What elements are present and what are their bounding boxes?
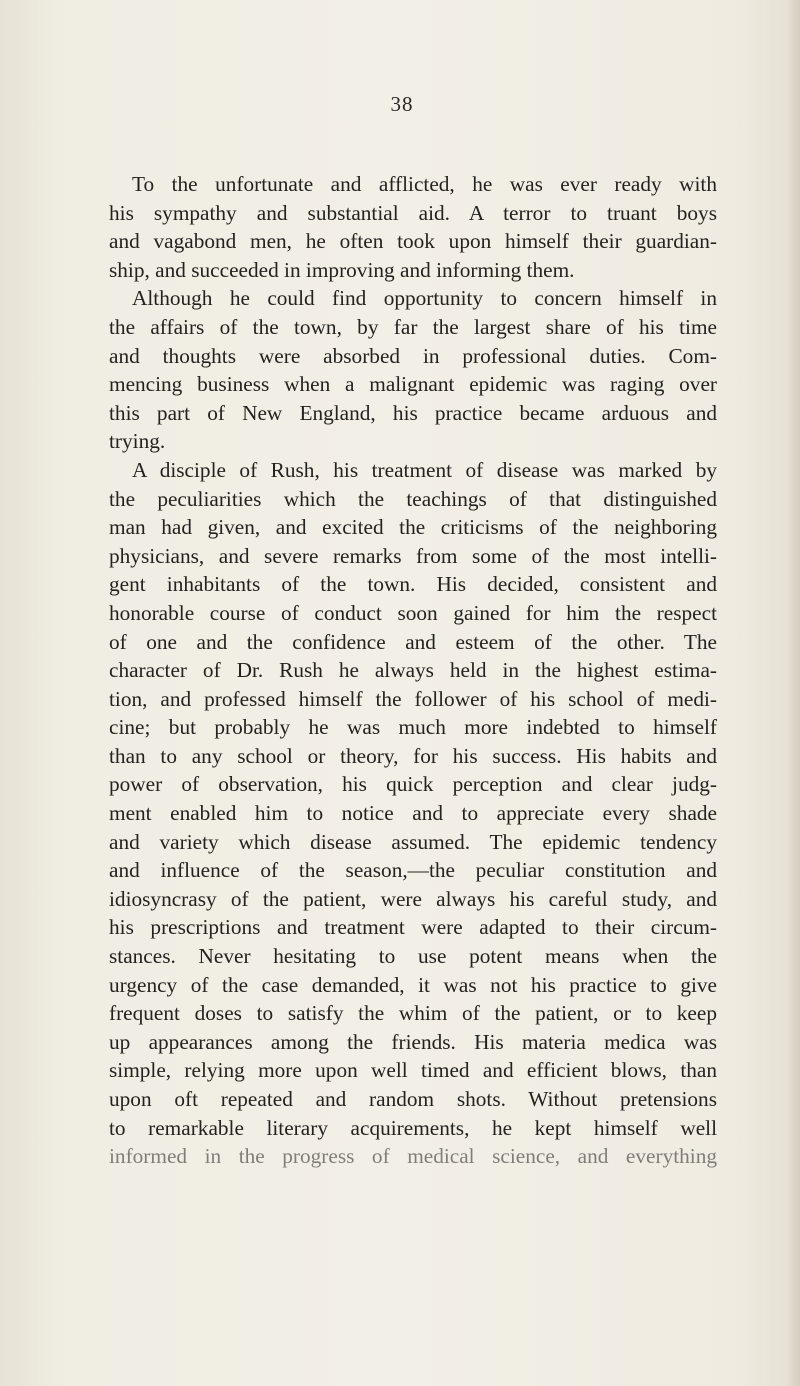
text-line: man had given, and excited the criticisms of the neighboring [109, 515, 717, 540]
page-number: 38 [390, 92, 414, 116]
text-line: simple, relying more upon well timed and efficient blows, than [109, 1058, 717, 1083]
text-line: physicians, and severe remarks from some of the most intelli- [109, 543, 717, 568]
text-line: up appearances among the friends. His materia medica was [109, 1029, 717, 1054]
text-line: upon oft repeated and random shots. Without pretensions [109, 1087, 717, 1111]
text-line: To the unfortunate and afflicted, he was ever ready with [132, 172, 717, 196]
text-line: and influence of the season,—the peculiar constitution and [109, 858, 717, 883]
text-line: Although he could find opportunity to concern himself in [132, 286, 717, 311]
text-line: and thoughts were absorbed in professional duties. Com- [109, 343, 717, 368]
text-line: A disciple of Rush, his treatment of disease was marked by [132, 457, 717, 482]
text-line: of one and the confidence and esteem of the other. The [109, 629, 717, 654]
text-line: the affairs of the town, by far the largest share of his time [109, 314, 717, 339]
text-line: power of observation, his quick perception and clear judg- [109, 772, 717, 797]
text-line: than to any school or theory, for his success. His habits and [109, 743, 717, 768]
body-text [109, 170, 717, 1171]
text-line: informed in the progress of medical science, and everything [109, 1144, 717, 1169]
text-line: character of Dr. Rush he always held in the highest estima- [109, 658, 717, 683]
text-line: his sympathy and substantial aid. A terror to truant boys [109, 200, 717, 225]
text-line: honorable course of conduct soon gained for him the respect [109, 600, 717, 625]
text-line: ment enabled him to notice and to appreciate every shade [109, 801, 717, 826]
text-line: frequent doses to satisfy the whim of the patient, or to keep [109, 1001, 717, 1026]
text-line: his prescriptions and treatment were adapted to their circum- [109, 915, 717, 940]
text-line: gent inhabitants of the town. His decided, consistent and [109, 572, 717, 597]
text-line: urgency of the case demanded, it was not his practice to give [109, 972, 717, 997]
text-line: and variety which disease assumed. The epidemic tendency [109, 829, 717, 854]
text-line: trying. [109, 429, 166, 454]
text-line: this part of New England, his practice became arduous and [109, 400, 717, 425]
text-line: to remarkable literary acquirements, he kept himself well [109, 1115, 717, 1140]
text-line: ship, and succeeded in improving and informing them. [109, 257, 575, 282]
text-line: mencing business when a malignant epidemic was raging over [109, 372, 717, 397]
text-line: stances. Never hesitating to use potent means when the [109, 944, 717, 969]
page-edge-shadow [786, 0, 800, 1386]
text-line: and vagabond men, he often took upon himself their guardian- [109, 229, 717, 254]
text-line: cine; but probably he was much more indebted to himself [109, 715, 717, 740]
text-line: idiosyncrasy of the patient, were always his careful study, and [109, 886, 717, 911]
text-line: the peculiarities which the teachings of that distinguished [109, 486, 717, 511]
text-line: tion, and professed himself the follower of his school of medi- [109, 686, 717, 711]
